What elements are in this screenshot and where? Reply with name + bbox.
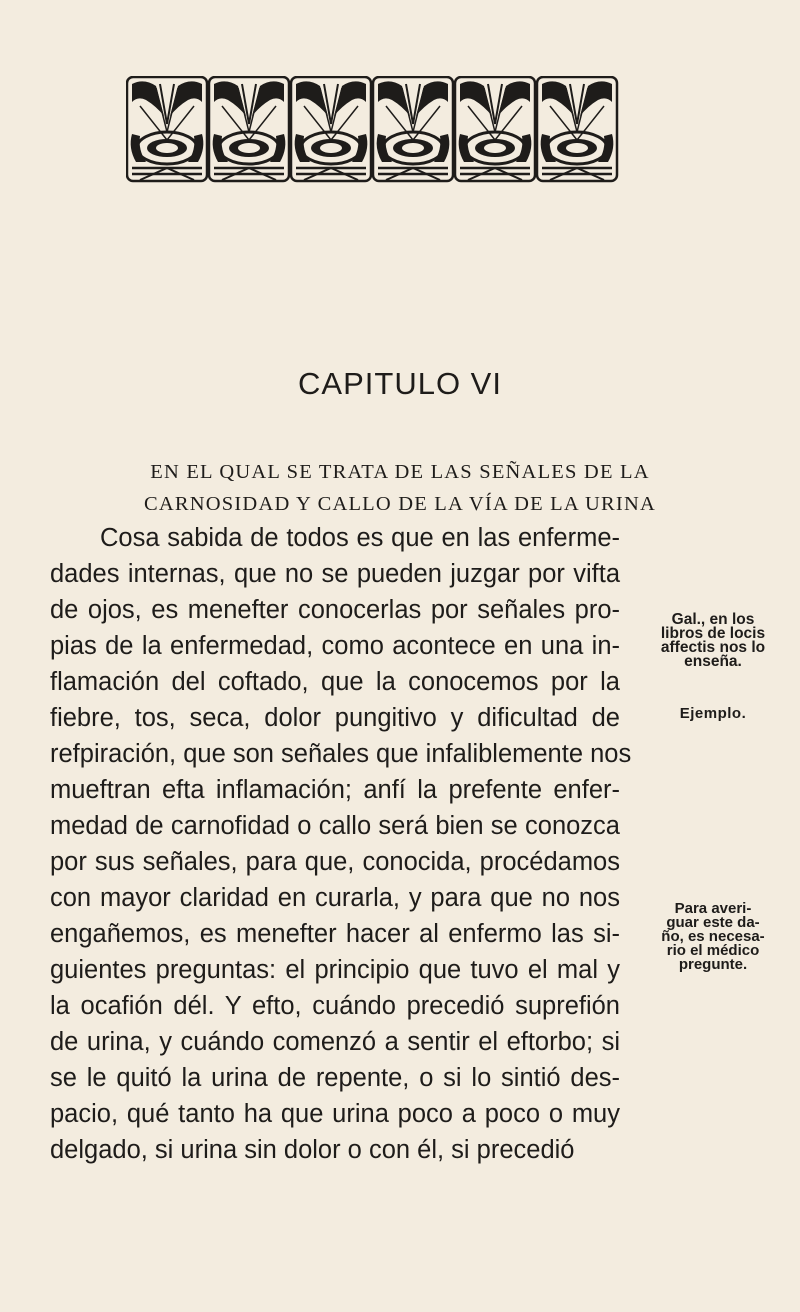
body-line: medad de carnofidad o callo será bien se conozca: [50, 812, 620, 840]
chapter-subtitle-line-2: CARNOSIDAD Y CALLO DE LA VÍA DE LA URINA: [144, 493, 656, 515]
body-line: por sus señales, para que, conocida, procédamos: [50, 848, 620, 876]
margin-note-line: libros de locis: [660, 625, 766, 642]
margin-note-line: pregunte.: [678, 956, 748, 973]
body-line: de urina, y cuándo comenzó a sentir el eftorbo; si: [50, 1028, 620, 1056]
margin-note-line: enseña.: [684, 653, 742, 670]
margin-note-citation: [646, 613, 780, 669]
margin-note-line: guar este da-: [666, 914, 760, 931]
body-line: fiebre, tos, seca, dolor pungitivo y dificultad de: [50, 704, 620, 732]
margin-note-line: Ejemplo.: [679, 705, 747, 722]
body-line: con mayor claridad en curarla, y para que no nos: [50, 884, 620, 912]
body-line: se le quitó la urina de repente, o si lo sintió des-: [50, 1064, 620, 1092]
body-line: mueftran efta inflamación; anfí la prefente enfer-: [50, 776, 620, 804]
margin-note-line: Gal., en los: [671, 611, 755, 628]
body-line: delgado, si urina sin dolor o con él, si precedió: [50, 1136, 575, 1164]
body-line: pacio, qué tanto ha que urina poco a poco o muy: [50, 1100, 620, 1128]
body-line: de ojos, es menefter conocerlas por señales pro-: [50, 596, 620, 624]
margin-note-advice: [646, 902, 780, 972]
margin-note-line: Para averi-: [674, 900, 752, 917]
body-line: guientes preguntas: el principio que tuvo el mal y: [50, 956, 620, 984]
margin-note-line: ño, es necesa-: [661, 928, 765, 945]
body-line: pias de la enfermedad, como acontece en una in-: [50, 632, 620, 660]
margin-note-line: affectis nos lo: [660, 639, 766, 656]
margin-note-line: rio el médico: [666, 942, 760, 959]
body-line: engañemos, es menefter hacer al enfermo las si-: [50, 920, 620, 948]
body-line: dades internas, que no se pueden juzgar por vifta: [50, 560, 620, 588]
margin-note-example: [646, 707, 780, 721]
body-line: la ocafión dél. Y efto, cuándo precedió suprefión: [50, 992, 620, 1020]
chapter-title: CAPITULO VI: [298, 366, 502, 401]
body-line: Cosa sabida de todos es que en las enferme-: [100, 524, 620, 552]
chapter-subtitle-line-1: EN EL QUAL SE TRATA DE LAS SEÑALES DE LA: [150, 461, 650, 483]
decorative-headpiece-icon: [126, 76, 620, 184]
body-line: flamación del coftado, que la conocemos por la: [50, 668, 620, 696]
body-line: refpiración, que son señales que infaliblemente nos: [50, 740, 632, 768]
